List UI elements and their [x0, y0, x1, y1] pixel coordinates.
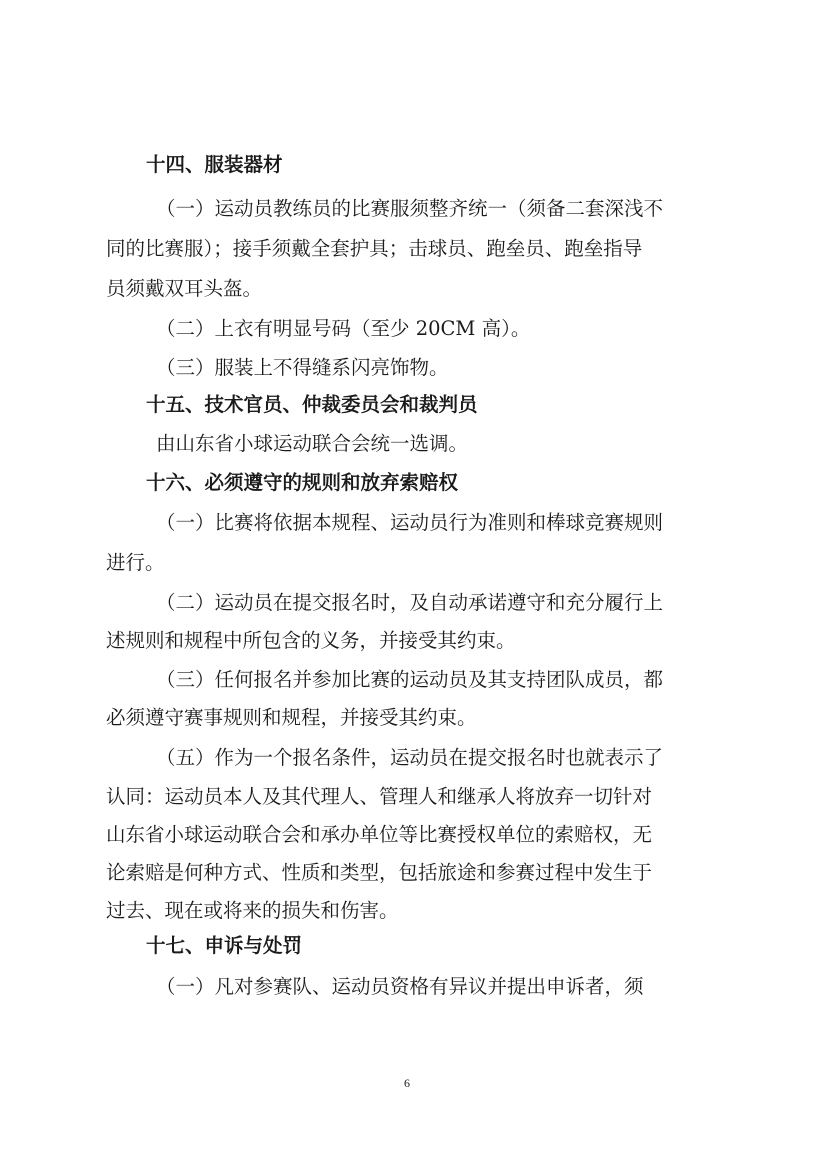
paragraph-line: 述规则和规程中所包含的义务，并接受其约束。: [106, 629, 516, 652]
paragraph-line: （二）运动员在提交报名时，及自动承诺遵守和充分履行上: [156, 591, 664, 614]
paragraph-line: （五）作为一个报名条件，运动员在提交报名时也就表示了: [156, 746, 664, 769]
paragraph-line: （一）凡对参赛队、运动员资格有异议并提出申诉者，须: [156, 975, 644, 998]
paragraph-line: 论索赔是何种方式、性质和类型，包括旅途和参赛过程中发生于: [106, 861, 653, 884]
paragraph-line: 山东省小球运动联合会和承办单位等比赛授权单位的索赔权，无: [106, 823, 653, 846]
section-heading-rules-waiver: 十六、必须遵守的规则和放弃索赔权: [146, 471, 459, 494]
section-heading-officials: 十五、技术官员、仲裁委员会和裁判员: [146, 393, 478, 416]
paragraph-line: 必须遵守赛事规则和规程，并接受其约束。: [106, 706, 477, 729]
page-number: 6: [404, 1076, 410, 1090]
paragraph-line: （三）服装上不得缝系闪亮饰物。: [156, 356, 449, 379]
paragraph-line: （二）上衣有明显号码（至少 20CM 高）。: [156, 317, 531, 340]
paragraph-line: 员须戴双耳头盔。: [106, 277, 263, 300]
section-heading-appeals-penalties: 十七、申诉与处罚: [146, 934, 303, 957]
paragraph-line: 进行。: [106, 551, 165, 574]
paragraph-line: 同的比赛服）；接手须戴全套护具；击球员、跑垒员、跑垒指导: [106, 237, 643, 260]
paragraph-line: 由山东省小球运动联合会统一选调。: [156, 432, 469, 455]
paragraph-line: （一）比赛将依据本规程、运动员行为准则和棒球竞赛规则: [156, 511, 664, 534]
section-heading-clothing-equipment: 十四、服装器材: [146, 153, 283, 176]
paragraph-line: 过去、现在或将来的损失和伤害。: [106, 899, 399, 922]
paragraph-line: （一）运动员教练员的比赛服须整齐统一（须备二套深浅不: [156, 197, 664, 220]
paragraph-line: 认同：运动员本人及其代理人、管理人和继承人将放弃一切针对: [106, 785, 653, 808]
paragraph-line: （三）任何报名并参加比赛的运动员及其支持团队成员，都: [156, 668, 664, 691]
